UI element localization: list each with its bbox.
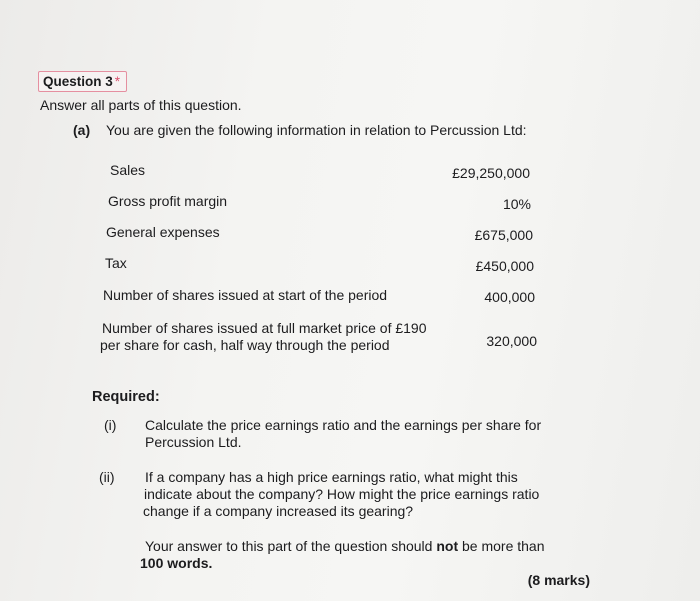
item-i-line2: Percussion Ltd.: [145, 434, 242, 450]
row-shares-issued-value: 320,000: [486, 333, 537, 349]
row-shares-start-value: 400,000: [484, 289, 535, 305]
item-ii-marker: (ii): [99, 469, 115, 485]
item-ii-line3: change if a company increased its gearing?: [143, 503, 414, 519]
row-shares-start-label: Number of shares issued at start of the period: [103, 287, 388, 303]
row-tax-value: £450,000: [475, 258, 534, 274]
row-shares-issued-label-line1: Number of shares issued at full market price of £190: [102, 320, 427, 336]
question-intro: Answer all parts of this question.: [40, 97, 242, 113]
row-sales-value: £29,250,000: [452, 165, 530, 181]
row-sales-label: Sales: [110, 162, 146, 178]
part-a-text: You are given the following information in relation to Percussion Ltd:: [106, 122, 527, 138]
item-i-line1: Calculate the price earnings ratio and the earnings per share for: [145, 417, 542, 433]
item-ii-line2: indicate about the company? How might the price earnings ratio: [144, 486, 540, 502]
row-shares-issued-label-line2: per share for cash, half way through the period: [100, 337, 390, 353]
marks-label: (8 marks): [527, 572, 590, 588]
row-gpm-value: 10%: [502, 196, 531, 212]
question-label: Question 3: [43, 74, 113, 89]
item-i-marker: (i): [104, 417, 117, 433]
note-post: be more than: [458, 538, 545, 554]
required-heading: Required:: [92, 389, 160, 405]
note-pre: Your answer to this part of the question should: [145, 538, 437, 554]
question-badge: [38, 71, 127, 92]
part-a-marker: (a): [73, 122, 91, 138]
word-limit-note: [145, 538, 545, 554]
row-general-expenses-label: General expenses: [106, 224, 220, 240]
row-general-expenses-value: £675,000: [474, 227, 533, 243]
item-ii-line1: If a company has a high price earnings ratio, what might this: [145, 469, 518, 485]
word-limit-note-line2: 100 words.: [140, 555, 213, 571]
row-tax-label: Tax: [105, 255, 127, 271]
badge-mark: *: [114, 74, 121, 89]
row-gpm-label: Gross profit margin: [108, 193, 228, 209]
note-bold: not: [436, 538, 459, 554]
